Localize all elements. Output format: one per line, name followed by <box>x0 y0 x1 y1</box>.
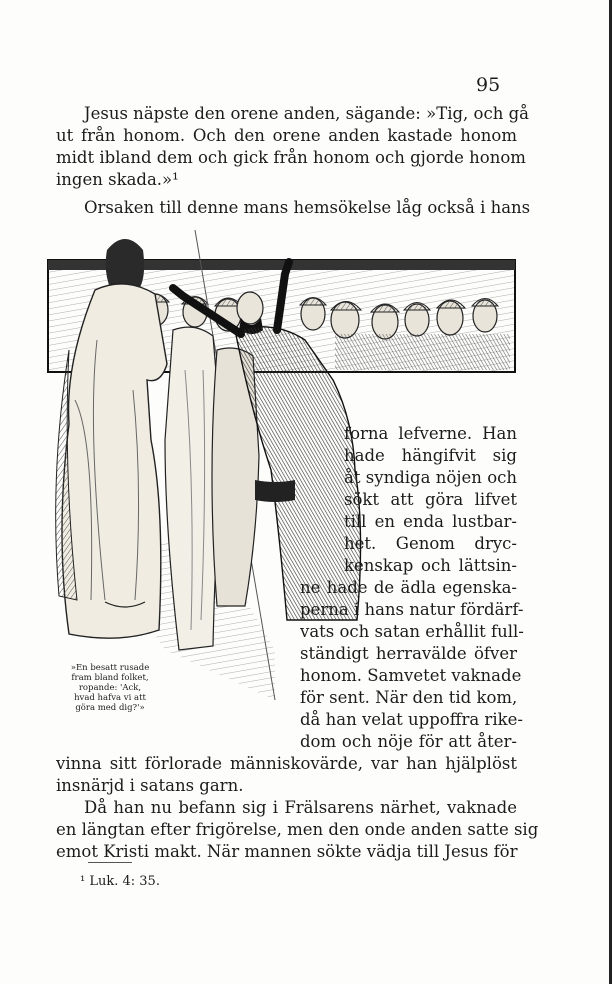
text-line: ne hade de ädla egenska- <box>300 578 517 597</box>
text-line: midt ibland dem och gick från honom och gjorde honom <box>56 148 526 167</box>
caption-line: fram bland folket, <box>71 673 149 683</box>
text-line: emot Kristi makt. När mannen sökte vädja till Jesus för <box>56 842 518 861</box>
text-line: het. Genom dryc- <box>344 534 517 553</box>
text-line: ingen skada.»¹ <box>56 170 179 189</box>
text-line: forna lefverne. Han <box>344 424 517 443</box>
caption-line: göra med dig?'» <box>75 703 145 713</box>
text-line: hade hängifvit sig <box>344 446 517 465</box>
footnote: ¹ Luk. 4: 35. <box>80 874 160 889</box>
text-line: ut från honom. Och den orene anden kastade honom <box>56 126 517 145</box>
text-line: för sent. När den tid kom, <box>300 688 518 707</box>
text-line: en längtan efter frigörelse, men den onde anden satte sig <box>56 820 539 839</box>
text-line: vats och satan erhållit full- <box>300 622 524 641</box>
text-line: dom och nöje för att åter- <box>300 732 517 751</box>
text-line: till en enda lustbar- <box>344 512 517 531</box>
text-line: Jesus näpste den orene anden, sägande: »Tig, och gå <box>84 104 529 123</box>
caption-line: hvad hafva vi att <box>74 693 146 703</box>
text-line: insnärjd i satans garn. <box>56 776 244 795</box>
text-line: Orsaken till denne mans hemsökelse låg också i hans <box>84 198 531 217</box>
text-line: ständigt herravälde öfver <box>300 644 517 663</box>
caption-line: ropande: 'Ack, <box>78 683 142 693</box>
text-line: honom. Samvetet vaknade <box>300 666 522 685</box>
text-line: då han velat uppoffra rike- <box>300 710 523 729</box>
illustration-caption <box>62 663 158 713</box>
text-line: Då han nu befann sig i Frälsarens närhet, vaknade <box>84 798 517 817</box>
text-line: åt syndiga nöjen och <box>344 468 517 487</box>
page-number: 95 <box>476 74 501 96</box>
footnote-rule <box>88 862 132 863</box>
text-line: sökt att göra lifvet <box>344 490 517 509</box>
text-line: vinna sitt förlorade människovärde, var han hjälplöst <box>56 754 517 773</box>
caption-line: »En besatt rusade <box>70 663 150 673</box>
text-line: perna i hans natur fördärf- <box>300 600 524 619</box>
text-line: kenskap och lättsin- <box>344 556 517 575</box>
